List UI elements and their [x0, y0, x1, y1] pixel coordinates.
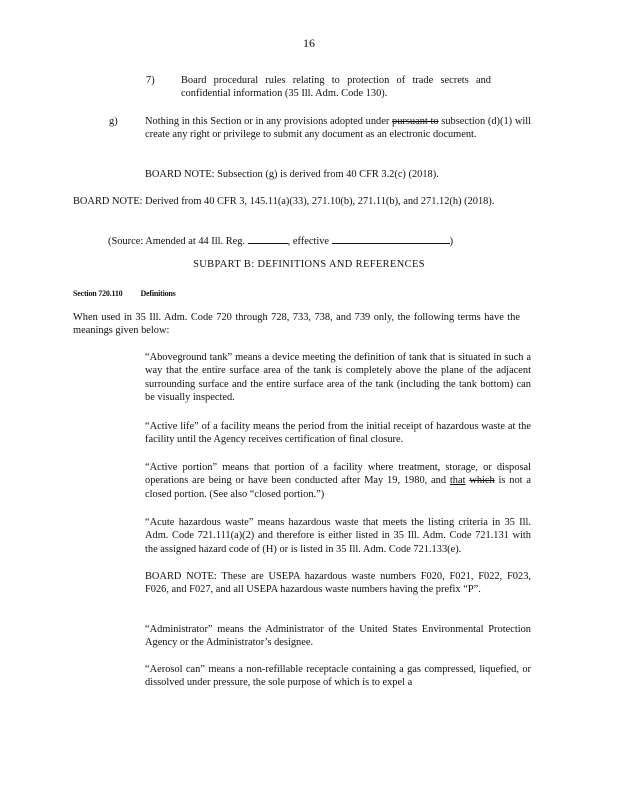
subpart-title: SUBPART B: DEFINITIONS AND REFERENCES — [193, 259, 425, 270]
definition-active-life: “Active life” of a facility means the period from the initial receipt of hazardous waste at the facility until the Agency receives certification of final closure. — [145, 421, 531, 446]
page-number: 16 — [303, 36, 315, 50]
effective-date-blank — [332, 234, 450, 244]
section-title: Definitions — [140, 289, 176, 298]
board-note-g: BOARD NOTE: Subsection (g) is derived from 40 CFR 3.2(c) (2018). — [145, 169, 439, 180]
item-g-text-after: subsection (d)(1) will create any right or privilege to submit any document as an electronic document. — [145, 116, 531, 141]
definition-administrator: “Administrator” means the Administrator of the United States Environmental Protection Agency or the Administrator’s designee. — [145, 624, 531, 649]
board-note-derived: BOARD NOTE: Derived from 40 CFR 3, 145.11(a)(33), 271.10(b), 271.11(b), and 271.12(h) (2018). — [73, 196, 495, 207]
source-close: ) — [449, 236, 454, 247]
active-portion-text: “Active portion” means that portion of a facility where treatment, storage, or disposal operations are being or have been conducted after May 19, 1980, and — [145, 462, 531, 487]
active-portion-struck-text: which — [469, 475, 495, 487]
definition-active-portion — [145, 461, 531, 501]
register-page-blank — [248, 234, 288, 244]
item-g-text-before: Nothing in this Section or in any provisions adopted under — [145, 116, 393, 127]
definition-acute-hazardous-waste: “Acute hazardous waste” means hazardous waste that meets the listing criteria in 35 Ill. Adm. Code 721.111(a)(2) and therefore is either listed in 35 Ill. Adm. Code 721.131 with the assigned hazard code of (H) or is listed in 35 Ill. Adm. Code 721.133(e). — [145, 517, 531, 555]
active-portion-inserted-text: that — [449, 475, 466, 487]
definition-aboveground-tank: “Aboveground tank” means a device meeting the definition of tank that is situated in such a way that the entire surface area of the tank is completely above the plane of the adjacent surrounding surface and the entire surface area of the tank (including the tank bottom) can be visually inspected. — [145, 352, 531, 404]
item-7-number: 7) — [146, 75, 155, 86]
active-portion-tail: is not a closed portion. (See also “closed portion.”) — [145, 475, 531, 500]
item-7-text: Board procedural rules relating to protection of trade secrets and confidential information (35 Ill. Adm. Code 130). — [181, 75, 491, 100]
acute-hazardous-board-note: BOARD NOTE: These are USEPA hazardous waste numbers F020, F021, F022, F023, F026, and F027, and all USEPA hazardous waste numbers having the prefix “P”. — [145, 571, 531, 596]
source-effective-label: , effective — [287, 236, 332, 247]
definitions-intro: When used in 35 Ill. Adm. Code 720 through 728, 733, 738, and 739 only, the following terms have the meanings given below: — [73, 312, 520, 337]
source-text: (Source: Amended at 44 Ill. Reg. — [108, 236, 248, 247]
item-g-struck-text: pursuant to — [392, 116, 439, 127]
source-note — [108, 234, 528, 248]
item-g-letter: g) — [109, 116, 118, 127]
section-heading — [73, 287, 194, 300]
item-g-text — [145, 115, 531, 142]
section-label: Section 720.110 — [73, 289, 123, 298]
definition-aerosol-can: “Aerosol can” means a non-refillable receptacle containing a gas compressed, liquefied, or dissolved under pressure, the sole purpose of which is to expel a — [145, 664, 531, 689]
